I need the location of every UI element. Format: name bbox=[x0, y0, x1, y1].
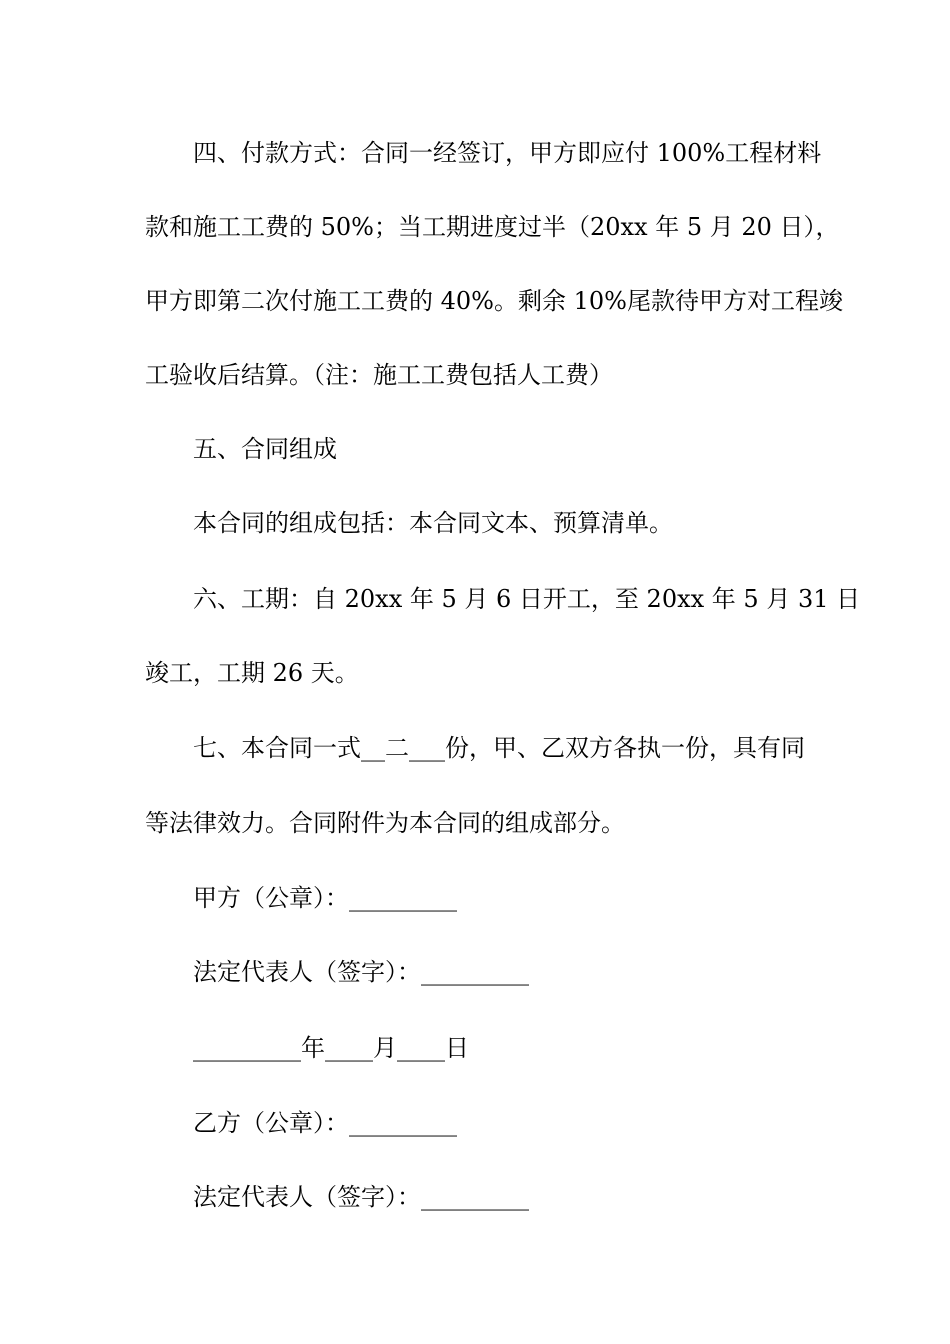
contract-composition-heading: 五、合同组成 bbox=[193, 435, 337, 463]
payment-terms-line-2: 款和施工工费的 50%；当工期进度过半（20xx 年 5 月 20 日）， bbox=[145, 213, 840, 241]
construction-period-line-1: 六、工期：自 20xx 年 5 月 6 日开工，至 20xx 年 5 月 31 日 bbox=[193, 585, 861, 613]
party-b-representative-line: 法定代表人（签字）：_________ bbox=[193, 1183, 529, 1211]
signing-date-line: _________年____月____日 bbox=[193, 1034, 469, 1062]
contract-composition-body: 本合同的组成包括：本合同文本、预算清单。 bbox=[193, 509, 673, 537]
party-a-seal-line: 甲方（公章）：_________ bbox=[193, 884, 457, 912]
copies-clause-line-2: 等法律效力。合同附件为本合同的组成部分。 bbox=[145, 809, 625, 837]
construction-period-line-2: 竣工，工期 26 天。 bbox=[145, 659, 359, 687]
copies-clause-line-1: 七、本合同一式__二___份，甲、乙双方各执一份，具有同 bbox=[193, 734, 805, 762]
party-a-representative-line: 法定代表人（签字）：_________ bbox=[193, 958, 529, 986]
payment-terms-line-3: 甲方即第二次付施工工费的 40%。剩余 10%尾款待甲方对工程竣 bbox=[145, 287, 843, 315]
payment-terms-line-4: 工验收后结算。（注：施工工费包括人工费） bbox=[145, 361, 613, 389]
party-b-seal-line: 乙方（公章）：_________ bbox=[193, 1109, 457, 1137]
payment-terms-line-1: 四、付款方式：合同一经签订，甲方即应付 100%工程材料 bbox=[193, 139, 822, 167]
